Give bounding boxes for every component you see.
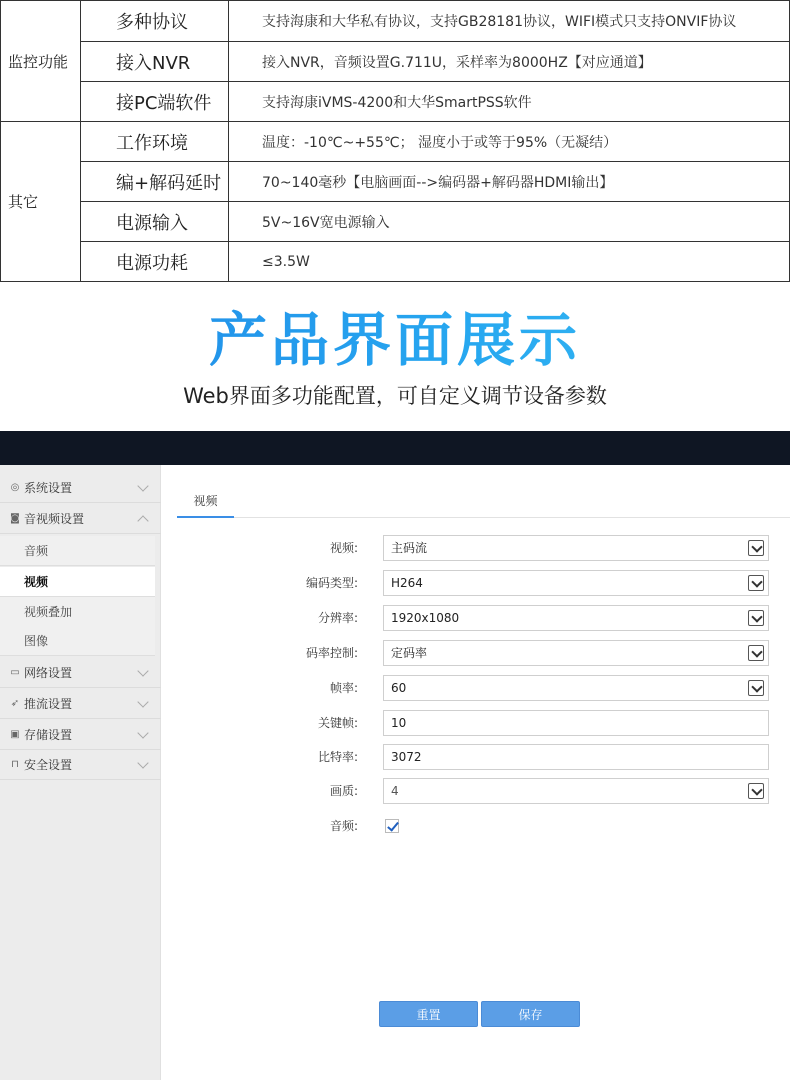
section-title: 产品界面展示 [0, 300, 790, 380]
form-row-rate-control [177, 640, 790, 666]
select-value: 1920x1080 [391, 611, 460, 625]
select-value: 主码流 [391, 541, 428, 555]
field-label: 视频: [329, 541, 358, 555]
sidebar-subitem-audio[interactable]: 音频 [0, 536, 155, 566]
spec-name: 工作环境 [81, 122, 229, 162]
chevron-down-icon [748, 680, 764, 696]
chevron-down-icon [748, 575, 764, 591]
chevron-down-icon [748, 783, 764, 799]
form-row-keyframe [177, 710, 790, 736]
sidebar-item-system[interactable] [0, 473, 161, 503]
form-row-quality [177, 778, 790, 804]
frame-rate-select[interactable] [383, 675, 769, 701]
select-value: 4 [391, 784, 399, 798]
lock-icon: ⊓ [11, 759, 19, 770]
spec-name: 多种协议 [81, 1, 229, 42]
tab-video[interactable]: 视频 [177, 485, 234, 518]
chevron-down-icon [748, 540, 764, 556]
chevron-down-icon [137, 757, 148, 768]
field-label: 码率控制: [305, 646, 358, 660]
spec-name: 电源功耗 [81, 242, 229, 282]
stream-select[interactable] [383, 535, 769, 561]
reset-button[interactable]: 重置 [379, 1001, 478, 1027]
form-row-video [177, 535, 790, 561]
sidebar-item-stream[interactable] [0, 689, 161, 719]
resolution-select[interactable] [383, 605, 769, 631]
spec-desc: 支持海康和大华私有协议，支持GB28181协议，WIFI模式只支持ONVIF协议 [229, 1, 790, 42]
chevron-down-icon [748, 645, 764, 661]
field-label: 帧率: [329, 681, 358, 695]
select-value: H264 [391, 576, 423, 590]
bitrate-input[interactable]: 3072 [383, 744, 769, 770]
tab-bar [177, 485, 790, 518]
chevron-down-icon [137, 480, 148, 491]
form-row-resolution [177, 605, 790, 631]
quality-select[interactable] [383, 778, 769, 804]
spec-desc: ≤3.5W [229, 242, 790, 282]
spec-desc: 支持海康iVMS-4200和大华SmartPSS软件 [229, 82, 790, 122]
save-icon: ▣ [10, 729, 20, 740]
sidebar-item-network[interactable] [0, 658, 161, 688]
chevron-up-icon [137, 515, 148, 526]
sidebar [0, 465, 161, 1080]
sidebar-subitem-image[interactable]: 图像 [0, 626, 155, 656]
sidebar-item-label: 存储设置 [24, 728, 73, 742]
spec-desc: 5V~16V宽电源输入 [229, 202, 790, 242]
sidebar-item-label: 推流设置 [24, 697, 73, 711]
sidebar-item-label: 系统设置 [24, 481, 73, 495]
gear-icon: ◎ [10, 482, 20, 493]
sidebar-subitem-osd[interactable]: 视频叠加 [0, 597, 155, 627]
monitor-icon: ▭ [10, 667, 20, 678]
field-label: 画质: [329, 784, 358, 798]
field-label: 编码类型: [305, 576, 358, 590]
category-monitoring: 监控功能 [1, 1, 81, 122]
sidebar-item-label: 音视频设置 [24, 512, 85, 526]
audio-checkbox[interactable] [385, 819, 399, 833]
field-label: 关键帧: [317, 716, 358, 730]
form-row-codec [177, 570, 790, 596]
web-config-app [0, 465, 790, 1080]
field-label: 音频: [329, 819, 358, 833]
save-button[interactable]: 保存 [481, 1001, 580, 1027]
spec-desc: 70~140毫秒【电脑画面-->编码器+解码器HDMI输出】 [229, 162, 790, 202]
spec-name: 接PC端软件 [81, 82, 229, 122]
select-value: 60 [391, 681, 407, 695]
sidebar-item-storage[interactable] [0, 720, 161, 750]
spec-table [0, 0, 790, 281]
chevron-down-icon [137, 665, 148, 676]
field-label: 比特率: [317, 750, 358, 764]
form-row-bitrate [177, 744, 790, 770]
spec-desc: 温度：-10℃~+55℃； 湿度小于或等于95%（无凝结） [229, 122, 790, 162]
field-label: 分辨率: [317, 611, 358, 625]
spec-name: 电源输入 [81, 202, 229, 242]
sidebar-item-label: 安全设置 [24, 758, 73, 772]
chevron-down-icon [137, 696, 148, 707]
app-top-bar [0, 431, 790, 465]
camera-icon: ◙ [10, 513, 20, 524]
spec-name: 接入NVR [81, 42, 229, 82]
spec-name: 编+解码延时 [81, 162, 229, 202]
codec-select[interactable] [383, 570, 769, 596]
chevron-down-icon [137, 727, 148, 738]
select-value: 定码率 [391, 646, 428, 660]
send-icon: ➶ [10, 698, 20, 709]
sidebar-subitem-video[interactable]: 视频 [0, 567, 155, 597]
section-subtitle: Web界面多功能配置，可自定义调节设备参数 [183, 384, 607, 408]
form-row-frame-rate [177, 675, 790, 701]
spec-desc: 接入NVR，音频设置G.711U，采样率为8000HZ【对应通道】 [229, 42, 790, 82]
category-other: 其它 [1, 122, 81, 282]
keyframe-input[interactable]: 10 [383, 710, 769, 736]
chevron-down-icon [748, 610, 764, 626]
sidebar-item-security[interactable] [0, 750, 161, 780]
sidebar-item-label: 网络设置 [24, 666, 73, 680]
form-row-audio [177, 813, 790, 839]
rate-control-select[interactable] [383, 640, 769, 666]
sidebar-item-av[interactable] [0, 504, 161, 534]
